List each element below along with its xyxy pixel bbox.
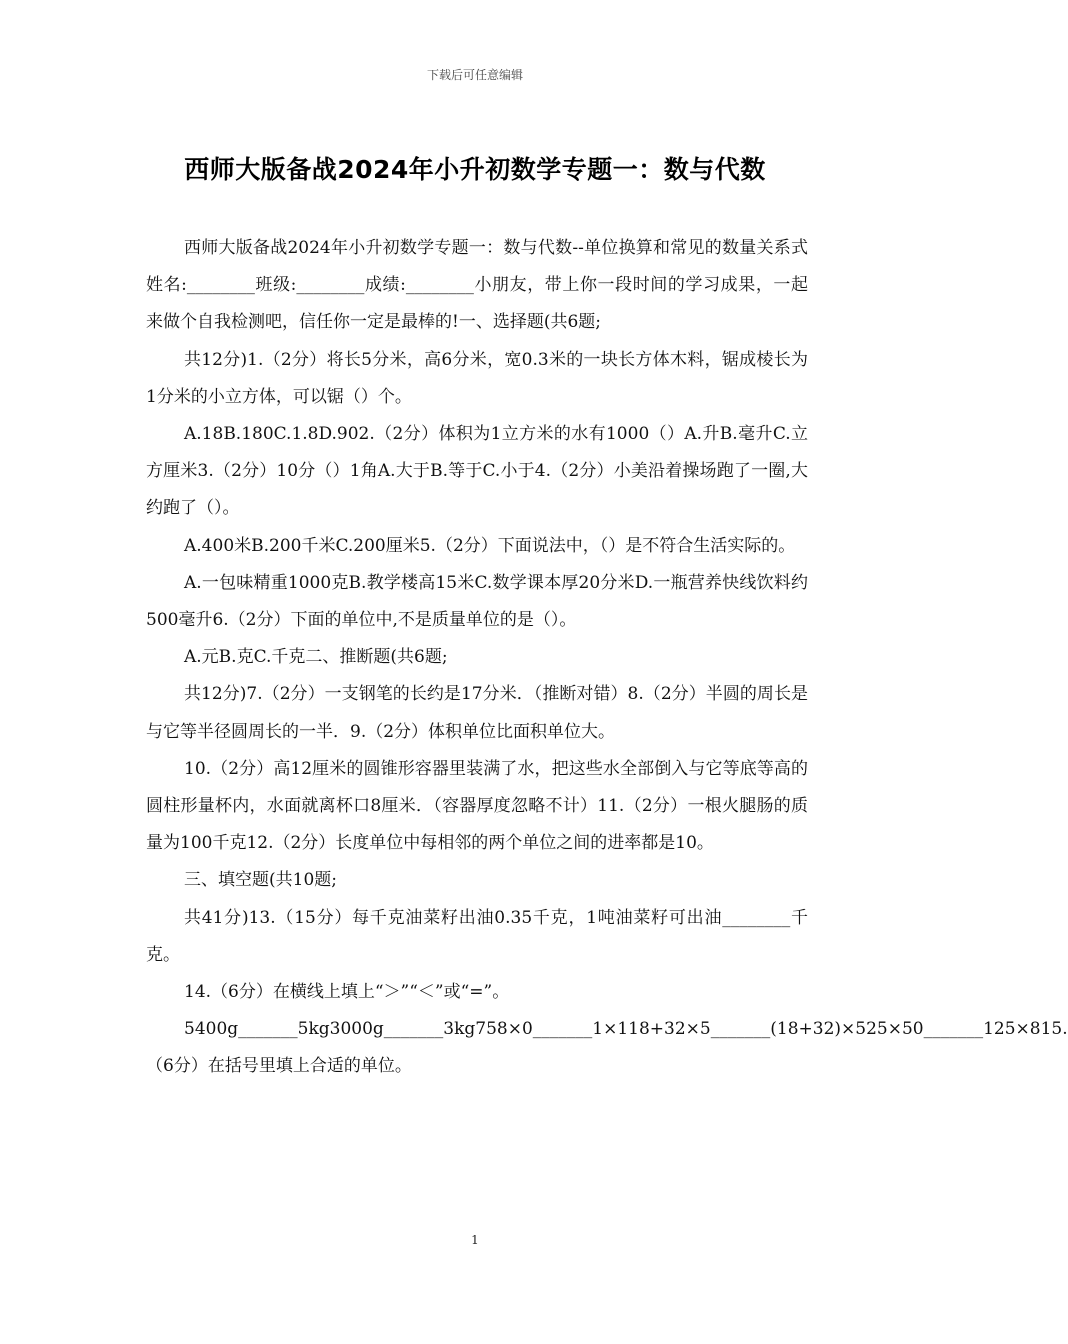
paragraph: 西师大版备战2024年小升初数学专题一：数与代数--单位换算和常见的数量关系式姓名:________班级:________成绩:________小朋友，带上你一段时间的学习成果，一起来做个自我检测吧，信任你一定是最棒的!一、选择题(共6题; <box>146 238 808 333</box>
paragraph: A.一包味精重1000克B.教学楼高15米C.数学课本厚20分米D.一瓶营养快线饮料约500毫升6.（2分）下面的单位中,不是质量单位的是（）。 <box>146 572 808 631</box>
page-number: 1 <box>471 1233 479 1247</box>
paragraph: 三、填空题(共10题; <box>184 870 337 891</box>
document-title: 西师大版备战2024年小升初数学专题一：数与代数 <box>184 155 766 184</box>
paragraph: A.元B.克C.千克二、推断题(共6题; <box>184 647 448 668</box>
paragraph: 14.（6分）在横线上填上“＞”“＜”或“=”。 <box>184 982 510 1003</box>
document-body <box>146 230 1068 1086</box>
paragraph: A.18B.180C.1.8D.902.（2分）体积为1立方米的水有1000（）A.升B.毫升C.立方厘米3.（2分）10分（）1角A.大于B.等于C.小于4.（2分）小美沿着操场跑了一圈,大约跑了（）。 <box>146 424 808 519</box>
paragraph: 共12分)1.（2分）将长5分米，高6分米，宽0.3米的一块长方体木料，锯成棱长为1分米的小立方体，可以锯（）个。 <box>146 349 808 407</box>
paragraph: 共12分)7.（2分）一支钢笔的长约是17分米．（推断对错）8.（2分）半圆的周长是与它等半径圆周长的一半．9.（2分）体积单位比面积单位大。 <box>146 684 808 742</box>
paragraph: 10.（2分）高12厘米的圆锥形容器里装满了水，把这些水全部倒入与它等底等高的圆柱形量杯内，水面就离杯口8厘米．（容器厚度忽略不计）11.（2分）一根火腿肠的质量为100千克12.（2分）长度单位中每相邻的两个单位之间的进率都是10。 <box>146 758 808 854</box>
paragraph: 共41分)13.（15分）每千克油菜籽出油0.35千克，1吨油菜籽可出油________千克。 <box>146 907 808 965</box>
paragraph: 5400g_______5kg3000g_______3kg758×0_______1×118+32×5_______(18+32)×525×50_______125×815.（6分）在括号里填上合适的单位。 <box>146 1019 1068 1077</box>
paragraph: A.400米B.200千米C.200厘米5.（2分）下面说法中，（）是不符合生活实际的。 <box>184 535 796 556</box>
header-note: 下载后可任意编辑 <box>426 68 523 82</box>
